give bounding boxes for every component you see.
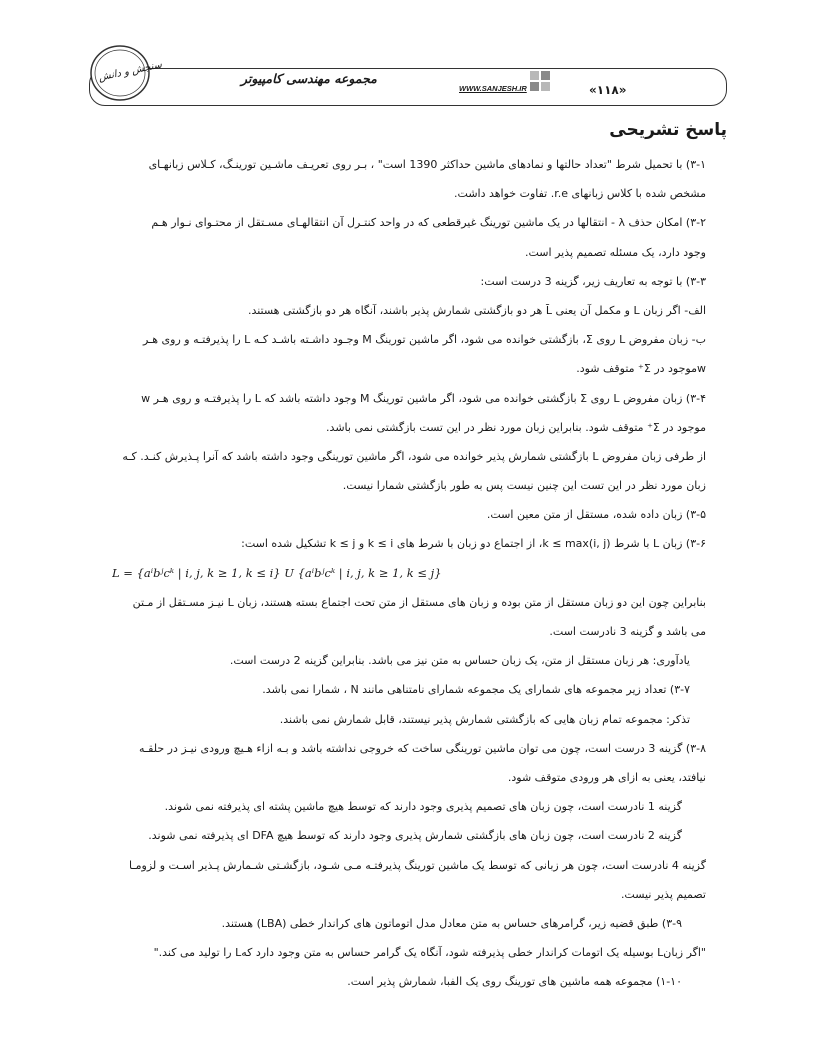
- logo-text: سنجش و دانش: [97, 59, 164, 84]
- text-line: یادآوری: هر زبان مستقل از متن، یک زبان حساس به متن نیز می باشد. بنابراین گزینه 2 درست است.: [229, 654, 690, 668]
- text-line: نیافتد، یعنی به ازای هر ورودی متوقف شود.: [507, 770, 706, 784]
- text-line: بنابراین چون این دو زبان مستقل از متن بوده و زبان های مستقل از متن تحت اجتماع بسته هستند، زبان L نیـز مسـتقل از مـتن: [132, 595, 706, 609]
- text-line: می باشد و گزینه 3 نادرست است.: [549, 625, 706, 638]
- text-line: از طرفی زبان مفروض L بازگشتی شمارش پذیر خوانده می شود، اگر ماشین تورینگی وجود داشته باشد که آنرا پـذیرش کنـد. کـه: [122, 449, 706, 463]
- text-line: وجود دارد، یک مسئله تصمیم پذیر است.: [525, 245, 706, 259]
- text-line: گزینه 1 نادرست است، چون زبان های تصمیم پذیری وجود دارند که توسط هیچ ماشین پشته ای پذیرفته نمی شوند.: [164, 800, 682, 814]
- text-line: ۳-۶) زبان L با شرط k ≤ max(i, j)، از اجتماع دو زبان با شرط های k ≤ i و k ≤ j تشکیل شده است:: [241, 537, 706, 551]
- text-line: ب- زبان مفروض L روی Σ، بازگشتی خوانده می شود، اگر ماشین تورینگ M وجـود داشـته باشـد کـه L را پذیرفتـه و روی هـر: [142, 333, 706, 347]
- text-line: ۳-۸) گزینه 3 درست است، چون می توان ماشین تورینگی ساخت که خروجی نداشته باشد و بـه ازاء هـیچ ورودی نیـز در حلقـه: [139, 741, 706, 755]
- text-line: "اگر زبانL بوسیله یک اتومات کراندار خطی پذیرفته شود، آنگاه یک گرامر حساس به متن وجود دارد کهL را تولید می کند.": [153, 946, 706, 960]
- text-line: گزینه 2 نادرست است، چون زبان های بازگشتی شمارش پذیری وجود دارند که توسط هیچ DFA ای پذیرفته نمی شوند.: [148, 829, 682, 843]
- decorative-blocks: [530, 71, 552, 95]
- text-line: مشخص شده با کلاس زبانهای r.e. تفاوت خواهد داشت.: [454, 187, 706, 201]
- text-line: ۳-۹) طبق قضیه زیر، گرامرهای حساس به متن معادل مدل اتوماتون های کراندار خطی (LBA) هستند.: [221, 916, 682, 930]
- formula-line: L = {aⁱbʲcᵏ | i, j, k ≥ 1, k ≤ i} U {aⁱbʲcᵏ | i, j, k ≥ 1, k ≤ j}: [112, 565, 442, 580]
- text-line: الف- اگر زبان L و مکمل آن یعنی L̄ هر دو بازگشتی شمارش پذیر باشند، آنگاه هر دو بازگشتی هستند.: [247, 303, 706, 317]
- book-title: مجموعه مهندسی کامپیوتر: [241, 71, 377, 86]
- page-header: [89, 42, 739, 106]
- answers-text: [112, 150, 706, 996]
- text-line: ۳-۱) با تحمیل شرط "تعداد حالتها و نمادهای ماشین حداکثر 1390 است" ، بـر روی تعریـف ماشـین تورینـگ، کـلاس زبانهـای: [148, 158, 706, 171]
- page-number: «۱۱۸»: [589, 83, 627, 97]
- text-line: گزینه 4 نادرست است، چون هر زبانی که توسط یک ماشین تورینگ پذیرفتـه مـی شـود، بازگشـتی شـمارش پـذیر اسـت و لزومـا: [129, 858, 706, 872]
- text-line: ۳-۴) زبان مفروض L روی Σ بازگشتی خوانده می شود، اگر ماشین تورینگ M وجود داشته باشد که L را پذیرفتـه و روی هـر w: [141, 391, 706, 405]
- text-line: تذکر: مجموعه تمام زبان هایی که بازگشتی شمارش پذیر نیستند، قابل شمارش نمی باشند.: [279, 712, 690, 726]
- text-line: ۳-۳) با توجه به تعاریف زیر، گزینه 3 درست است:: [480, 274, 706, 288]
- text-line: زبان مورد نظر در این تست این چنین نیست پس به طور بازگشتی شمارا نیست.: [342, 479, 706, 493]
- text-line: ۱-۱۰) مجموعه همه ماشین های تورینگ روی یک الفبا، شمارش پذیر است.: [347, 975, 682, 989]
- text-line: ۳-۵) زبان داده شده، مستقل از متن معین است.: [486, 508, 706, 522]
- section-title: پاسخ تشریحی: [609, 120, 727, 140]
- site-url[interactable]: WWW.SANJESH.IR: [459, 84, 527, 93]
- text-line: ۳-۲) امکان حذف λ - انتقالها در یک ماشین تورینگ غیرقطعی که در واحد کنتـرل آن انتقالهـای مسـتقل از محتـوای نـوار هـم: [151, 216, 706, 230]
- header-frame: [89, 68, 727, 106]
- text-line: موجود در Σ⁺ متوقف شود. بنابراین زبان مورد نظر در این تست بازگشتی نمی باشد.: [326, 420, 706, 434]
- text-line: wموجود در Σ⁺ متوقف شود.: [576, 362, 706, 376]
- text-line: ۳-۷) تعداد زیر مجموعه های شمارای یک مجموعه شمارای نامتناهی مانند N ، شمارا نمی باشد.: [262, 683, 690, 697]
- text-line: تصمیم پذیر نیست.: [620, 887, 706, 901]
